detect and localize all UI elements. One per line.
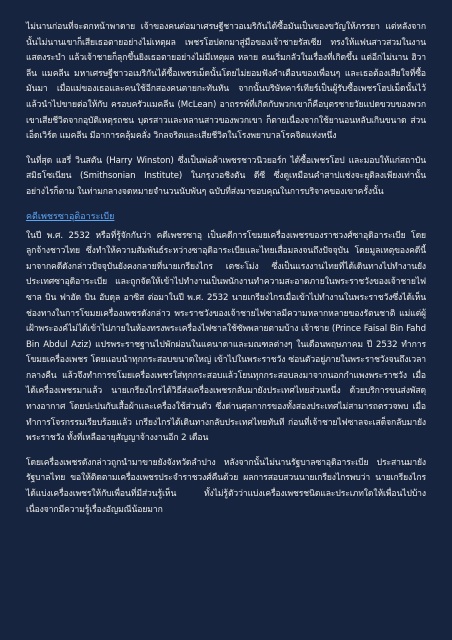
lampang-paragraph: โดยเครื่องเพชรดังกล่าวถูกนำมาขายยังจังหวัดลำปาง หลังจากนั้นไม่นานรัฐบาลซาอุดิอาระเบีย ประสานมายังรัฐบาลไทย ขอให้ติดตามเครื่องเพชรประจำราชวงศ์คืนด้วย ผลการสอบสวนนายเกรียงไกรพบว่า นายเกรียงไกรได้แบ่งเครื่องเพชรให้กับเพื่อนที่มีส่วนรู้เห็น ทั้งไม่รู้ตัวว่าแบ่งเครื่องเพชรชนิดและประเภทใดให้เพื่อนไปบ้าง เนื่องจากมีความรู้เรื่องอัญมณีน้อยมาก	[26, 457, 426, 515]
harry-winston-paragraph: ในที่สุด แฮรี่ วินสตัน (Harry Winston) ซึ่งเป็นพ่อค้าเพชรชาวนิวยอร์ก ได้ซื้อเพชรโฮป และมอบให้แก่สถาบัน สมิธโซเนียน (Smithsonian Institute) ในกรุงวอชิงตัน ดีซี ซึ่งดูเหมือนคำสาปแช่งจะยุติลงเพียงเท่านั้น อย่างไรก็ตาม ในท่ามกลางจดหมายจำนวนนับพันๆ ฉบับที่ส่งมาขอบคุณในการบริจาคของเขาครั้งนั้น	[26, 155, 426, 197]
section-heading-saudi-diamond: คดีเพชรซาอุดิอาระเบีย	[26, 211, 115, 222]
intro-paragraph: ไม่นานก่อนที่จะตกหน้าพาดาย เจ้าของคนต่อมาเศรษฐีชาวอเมริกันได้ซื้อมันเป็นของขวัญให้ภรรยา แต่หลังจากนั้นไม่นานเขาก็เสียเธอตายอย่างไม่เหตุผล เพชรโฮปตกมาสู่มือของเจ้าชายรัสเซีย ทรงให้แฟนสาวสวมในงานแสดงระบำ แล้วเจ้าชายก็ลุกขึ้นยิงเธอตายอย่างไม่มีเหตุผล หลาย คนเริ่มกลัวในเรื่องที่เกิดขึ้น แต่อีกไม่นาน ฮิวาลีน แมคลีน มหาเศรษฐีชาวอเมริกันได้ซื้อเพชรเม็ดนั้นโดยไม่ยอมฟังคำเตือนของเพื่อนๆ และเธอต้องเสียใจที่ซื้อมันมา เมื่อแม่ของเธอและคนใช้อีกสองคนตายกะทันหัน จากนั้นบริษัทคาร์เทียร์เป็นผู้รับซื้อเพชรโฮปเม็ดนั้นไว้ แล้วนำไปขายต่อให้กับ ครอบครัวแมคลีน (McLean) อาถรรพ์ที่เกิดกับพวกเขาก็คือบุตรชายวัยแปดขวบของพวกเขาเสียชีวิตจากอุบัติเหตุรถชน บุตรสาวและหลานสาวของพวกเขา ก็ตายเนื่องจากใช้ยานอนหลับเกินขนาด ส่วน เอ็ดเวิร์ด แมคลีน มีอาการคลุ้มคลั่ง วิกลจริตและเสียชีวิตในโรงพยาบาลโรคจิตแห่งหนึ่ง	[26, 22, 426, 142]
saudi-case-paragraph: ในปี พ.ศ. 2532 หรือที่รู้จักกันว่า คดีเพชรซาอุ เป็นคดีการโขมยเครื่องเพชรของราชวงศ์ซาอุดิอาระเบีย โดยลูกจ้างชาวไทย ซึ่งทำให้ความสัมพันธ์ระหว่างซาอุดิอาระเบียและไทยเสื่อมลงจนถึงปัจจุบัน โดยมูลเหตุของคดีนี้มาจากคดีดังกล่าวปัจจุบันยังคงกลายที่นายเกรียงไกร เตชะโม่ง ซึ่งเป็นแรงงานไทยที่ได้เดินทางไปทำงานยังประเทศซาอุดิอาระเบีย และถูกจัดให้เข้าไปทำงานเป็นพนักงานทำความสะอาดภายในพระราชวังของเจ้าชายไฟซาล บิน ฟาฮัด บิน อับดุล อาซิส ต่อมาในปี พ.ศ. 2532 นายเกรียงไกรเมื่อเข้าไปทำงานในพระราชวังซึ่งได้เห็นช่องทางในการโขมยเครื่องเพชรดังกล่าว พระราชวังของเจ้าชายไฟซาลมีความหลากหลายของรัตนชาติ แม่แต่ผู้เฝ้าพระองค์ไม่ได้เข้าไปภายในห้องทรงพระเครื่องไฟซาลใช้ซัพพลายตามบ้าง เจ้าชาย (Prince Faisal Bin Fahd Bin Abdul Aziz) แปรพระราชฐานไปพักผ่อนในแคนาดาและมณฑลต่างๆ ในเดือนพฤษภาคม ปี 2532 ทำการโขมยเครื่องเพชร โดยแอบนำทุกกระสอบขนาดใหญ่ เข้าไปในพระราชวัง ซ่อนตัวอยู่ภายในพระราชวังจนถึงเวลากลางคืน แล้วจึงทำการขโมยเครื่องเพชรใส่ทุกกระสอบแล้วโยนทุกกระสอบลงมาจากนอกกำแพงพระราชวัง เมื่อได้เครื่องเพชรมาแล้ว นายเกรียงไกรได้วิธีส่งเครื่องเพชรกลับมายังประเทศไทยส่วนหนึ่ง ด้วยบริการขนส่งพัสดุทางอากาศ โดยปะปนกับเสื้อผ้าและเครื่องใช้ส่วนตัว ซึ่งด่านศุลกากรของทั้งสองประเทศไม่สามารถตรวจพบ เมื่อทำการโจรกรรมเรียบร้อยแล้ว เกรียงไกรได้เดินทางกลับประเทศไทยทันที ก่อนที่เจ้าชายไฟซาลจะเสด็จกลับมายังพระราชวัง ทั้งที่เหลืออายุสัญญาจ้างงานอีก 2 เดือน	[26, 230, 426, 444]
